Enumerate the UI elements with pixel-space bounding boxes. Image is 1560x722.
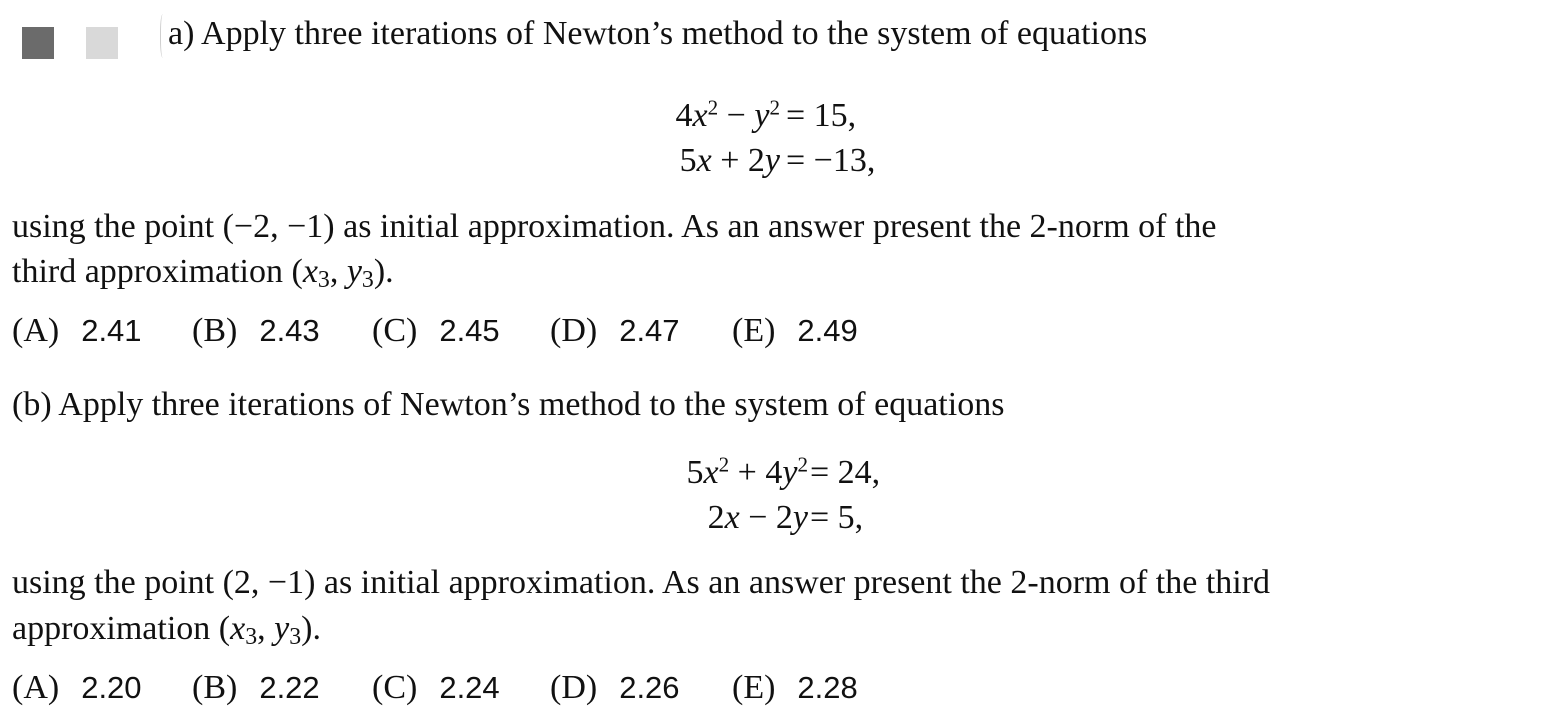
- part-a-body-line1: using the point (−2, −1) as initial approximation. As an answer present the 2-norm of the: [12, 208, 1217, 245]
- part-b-choice-a[interactable]: (A) 2.20: [12, 669, 142, 706]
- part-a-body-line2: third approximation ($x_3$, $y_3$).: [12, 253, 394, 293]
- part-a-choice-e[interactable]: (E) 2.49: [732, 312, 858, 349]
- part-b-choices: [12, 668, 1012, 712]
- part-a-eq1-lhs: $4x^2 - y^2$: [675, 95, 780, 134]
- part-b-eq1-rhs: = 24,: [810, 454, 881, 491]
- part-b-eq2-rhs: = 5,: [810, 499, 864, 536]
- part-a-eq2-rhs: = −13,: [786, 142, 876, 179]
- part-b-choice-d[interactable]: (D) 2.26: [550, 669, 680, 706]
- part-a-intro: a) Apply three iterations of Newton’s method to the system of equations: [168, 15, 1148, 52]
- light-square-icon[interactable]: [86, 27, 118, 59]
- dark-square-icon[interactable]: [22, 27, 54, 59]
- part-b-eq2-lhs: 2x − 2y: [707, 499, 808, 536]
- part-b-eq1-lhs: $5x^2 + 4y^2$: [686, 452, 808, 491]
- part-b-choice-c[interactable]: (C) 2.24: [372, 669, 500, 706]
- crop-edge-mark: [160, 14, 167, 58]
- part-b-body-line1: using the point (2, −1) as initial approximation. As an answer present the 2-norm of the third: [12, 564, 1271, 601]
- part-b-body-line2: approximation ($x_3$, $y_3$).: [12, 610, 321, 650]
- part-b-choice-b[interactable]: (B) 2.22: [192, 669, 320, 706]
- part-a-choices: [12, 311, 1012, 355]
- part-b-intro: (b) Apply three iterations of Newton’s method to the system of equations: [12, 386, 1005, 423]
- part-a-choice-d[interactable]: (D) 2.47: [550, 312, 680, 349]
- part-a-choice-b[interactable]: (B) 2.43: [192, 312, 320, 349]
- part-b-choice-e[interactable]: (E) 2.28: [732, 669, 858, 706]
- part-a-choice-a[interactable]: (A) 2.41: [12, 312, 142, 349]
- part-a-eq1-rhs: = 15,: [786, 97, 857, 134]
- part-a-choice-c[interactable]: (C) 2.45: [372, 312, 500, 349]
- part-a-eq2-lhs: 5x + 2y: [679, 142, 780, 179]
